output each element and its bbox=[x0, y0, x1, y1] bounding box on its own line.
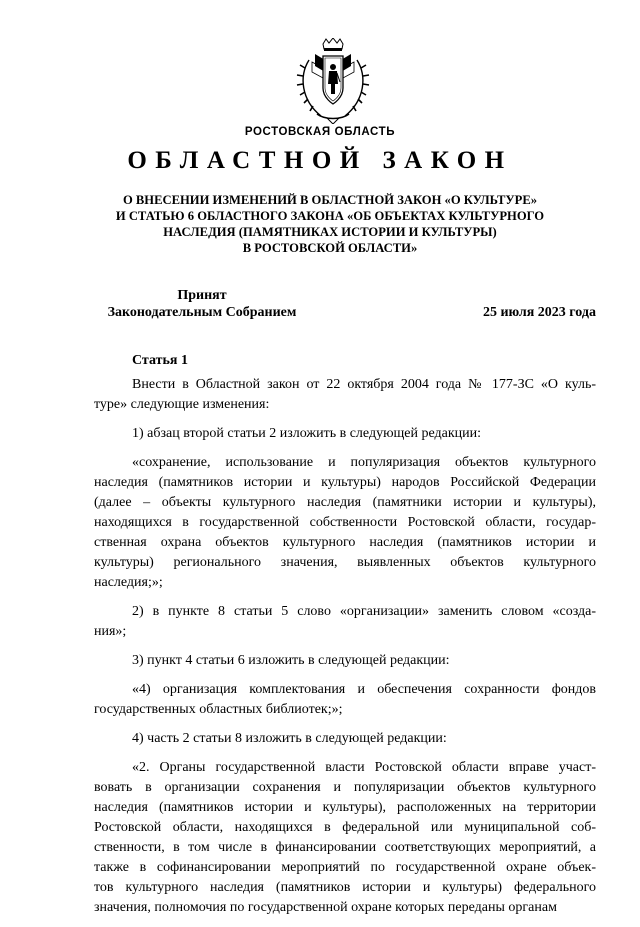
adopted-by bbox=[92, 287, 312, 321]
paragraph-line: туре» следующие изменения: bbox=[94, 397, 270, 412]
law-title bbox=[80, 192, 580, 256]
adopted-label: Принят bbox=[177, 288, 227, 303]
adoption-date: 25 июля 2023 года bbox=[482, 305, 596, 320]
paragraph-line: также в софинансировании мероприятий по государственной охране объек- bbox=[94, 860, 596, 875]
article-heading: Статья 1 bbox=[132, 353, 188, 368]
article-paragraph bbox=[94, 375, 596, 415]
paragraph-line: наследия (памятников истории и культуры) народов Российской Федерации bbox=[94, 475, 596, 490]
paragraph-line: 3) пункт 4 статьи 6 изложить в следующей редакции: bbox=[132, 653, 450, 668]
paragraph-line: культуры) регионального значения, выявленных объектов культурного bbox=[94, 555, 596, 570]
article-paragraph bbox=[94, 758, 596, 918]
article-paragraph bbox=[94, 453, 596, 593]
document-type-heading: ОБЛАСТНОЙ ЗАКОН bbox=[127, 147, 513, 174]
paragraph-line: наследия;»; bbox=[94, 575, 163, 590]
paragraph-line: наследия (памятников истории и культуры), расположенных на территории bbox=[94, 800, 596, 815]
article-body bbox=[94, 375, 596, 927]
paragraph-line: 4) часть 2 статьи 8 изложить в следующей редакции: bbox=[132, 731, 447, 746]
coat-of-arms-emblem bbox=[295, 38, 371, 124]
article-paragraph bbox=[94, 651, 596, 671]
paragraph-line: (далее – объекты культурного наследия (памятники истории и культуры), bbox=[94, 495, 596, 510]
paragraph-line: находящихся в государственной собственности Ростовской области, государ- bbox=[94, 515, 596, 530]
adopting-body: Законодательным Собранием bbox=[107, 305, 297, 320]
paragraph-line: ственная охрана объектов культурного наследия (памятников истории и bbox=[94, 535, 596, 550]
paragraph-line: значения, полномочия по государственной охране которых переданы органам bbox=[94, 900, 557, 915]
paragraph-line: ственности, в том числе в финансировании соответствующих мероприятий, а bbox=[94, 840, 596, 855]
paragraph-line: Ростовской области, находящихся в федеральной или муниципальной соб- bbox=[94, 820, 596, 835]
article-paragraph bbox=[94, 680, 596, 720]
article-paragraph bbox=[94, 602, 596, 642]
paragraph-line: 1) абзац второй статьи 2 изложить в следующей редакции: bbox=[132, 426, 482, 441]
paragraph-line: государственных областных библиотек;»; bbox=[94, 702, 343, 717]
region-name: РОСТОВСКАЯ ОБЛАСТЬ bbox=[244, 126, 396, 138]
paragraph-line: «2. Органы государственной власти Ростовской области вправе участ- bbox=[132, 760, 596, 775]
paragraph-line: «сохранение, использование и популяризация объектов культурного bbox=[132, 455, 596, 470]
paragraph-line: ния»; bbox=[94, 624, 127, 639]
paragraph-line: Внести в Областной закон от 22 октября 2004 года № 177-ЗС «О куль- bbox=[132, 377, 596, 392]
article-paragraph bbox=[94, 424, 596, 444]
paragraph-line: вовать в организации сохранения и популяризации объектов культурного bbox=[94, 780, 596, 795]
paragraph-line: 2) в пункте 8 статьи 5 слово «организации» заменить словом «созда- bbox=[132, 604, 596, 619]
paragraph-line: «4) организация комплектования и обеспечения сохранности фондов bbox=[132, 682, 596, 697]
law-title-line: В РОСТОВСКОЙ ОБЛАСТИ» bbox=[242, 241, 418, 255]
article-paragraph bbox=[94, 729, 596, 749]
law-title-line: НАСЛЕДИЯ (ПАМЯТНИКАХ ИСТОРИИ И КУЛЬТУРЫ) bbox=[163, 225, 497, 239]
law-title-line: И СТАТЬЮ 6 ОБЛАСТНОГО ЗАКОНА «ОБ ОБЪЕКТАХ КУЛЬТУРНОГО bbox=[115, 209, 545, 223]
law-title-line: О ВНЕСЕНИИ ИЗМЕНЕНИЙ В ОБЛАСТНОЙ ЗАКОН «О КУЛЬТУРЕ» bbox=[122, 193, 538, 207]
paragraph-line: тов культурного наследия (памятников истории и культуры) федерального bbox=[94, 880, 596, 895]
